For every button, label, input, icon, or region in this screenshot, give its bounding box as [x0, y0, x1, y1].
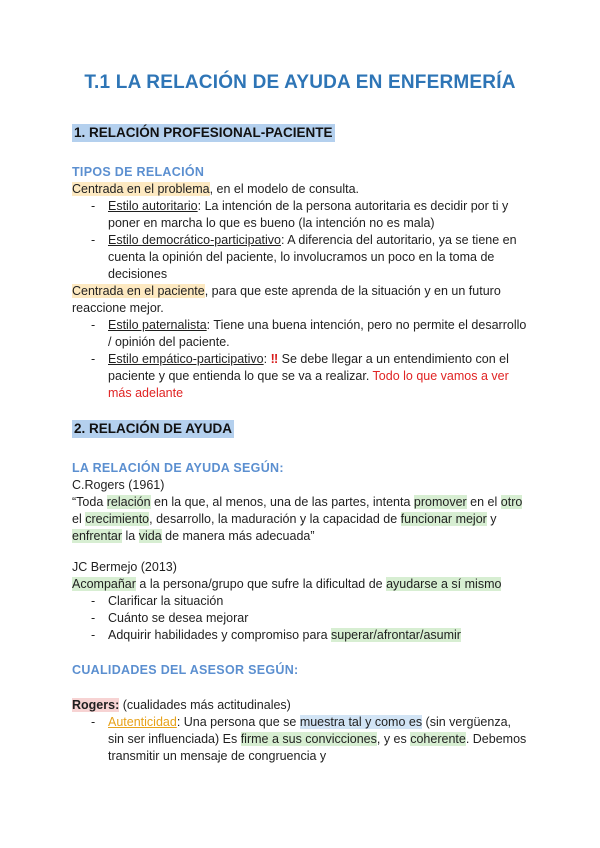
paragraph-rogers-text: (cualidades más actitudinales) [119, 698, 291, 712]
term-empatico: Estilo empático-participativo [108, 352, 264, 366]
quote-text: y [486, 512, 497, 526]
quote-text: en el [466, 495, 501, 509]
relacion-ayuda-subheading: LA RELACIÓN DE AYUDA SEGÚN: [72, 461, 284, 475]
list-paciente [72, 317, 528, 402]
list-item [72, 198, 528, 232]
quote-highlight: vida [138, 529, 162, 543]
term-paternalista: Estilo paternalista [108, 318, 207, 332]
list-item: - Cuánto se desea mejorar [72, 610, 528, 627]
paragraph-acompanar [72, 576, 528, 593]
list-item-text: . Debemos transmitir un mensaje de congruencia y [108, 732, 527, 763]
highlight-superar: superar/afrontar/asumir [331, 628, 461, 642]
quote-text: , desarrollo, la maduración y la capacidad de [149, 512, 401, 526]
quote-highlight: promover [413, 495, 467, 509]
list-item-text: : Tiene una buena intención, pero no permite el desarrollo / opinión del paciente. [108, 318, 527, 349]
page-title: T.1 LA RELACIÓN DE AYUDA EN ENFERMERÍA [84, 72, 516, 93]
quote-highlight: crecimiento [85, 512, 150, 526]
list-bermejo [72, 593, 528, 644]
term-autenticidad: Autenticidad [108, 715, 177, 729]
highlight-ayudarse: ayudarse a sí mismo [386, 577, 502, 591]
list-item [72, 714, 528, 765]
section-2-heading-wrap [72, 420, 528, 438]
list-item-text: Adquirir habilidades y compromiso para [108, 628, 332, 642]
list-item [72, 317, 528, 351]
paragraph-rogers [72, 697, 528, 714]
quote-text: de manera más adecuada” [161, 529, 315, 543]
quote-highlight: funcionar mejor [400, 512, 487, 526]
author-rogers: C.Rogers (1961) [72, 478, 165, 492]
list-item-text: : La intención de la persona autoritaria es decidir por ti y poner en marcha lo que es bueno (la intención no es mala) [108, 199, 509, 230]
highlight-muestra: muestra tal y como es [299, 715, 423, 729]
list-item [72, 627, 528, 644]
colon-text: : [263, 352, 271, 366]
highlight-acompanar: Acompañar [72, 577, 136, 591]
paragraph-problema-text: , en el modelo de consulta. [209, 182, 359, 196]
rogers-quote [72, 494, 528, 545]
section-2-heading: 2. RELACIÓN DE AYUDA [74, 421, 233, 436]
quote-text: la [122, 529, 139, 543]
highlight-firme: firme a sus convicciones [240, 732, 377, 746]
red-note: Todo lo que vamos a ver más adelante [108, 369, 509, 400]
list-item-text: : Una persona que se [176, 715, 300, 729]
list-item-text: , y es [376, 732, 411, 746]
quote-highlight: otro [500, 495, 523, 509]
paragraph-problema [72, 181, 528, 198]
list-item-text: (sin vergüenza, sin ser influenciada) Es [108, 715, 512, 746]
section-1-heading-wrap [72, 124, 528, 142]
quote-text: “Toda [72, 495, 107, 509]
list-item: - Clarificar la situación [72, 593, 528, 610]
paragraph-paciente [72, 283, 528, 317]
list-item-text: : A diferencia del autoritario, ya se tiene en cuenta la opinión del paciente, lo involucramos un poco en la toma de decisiones [108, 233, 517, 281]
quote-highlight: relación [106, 495, 151, 509]
highlight-rogers: Rogers: [72, 698, 120, 712]
term-autoritario: Estilo autoritario [108, 199, 198, 213]
list-problema [72, 198, 528, 283]
quote-text: el [72, 512, 86, 526]
list-item-text: Se debe llegar a un entendimiento con el paciente y que entienda lo que se va a realizar. [108, 352, 509, 383]
double-exclamation-icon: ‼ [270, 352, 279, 366]
cualidades-subheading: CUALIDADES DEL ASESOR SEGÚN: [72, 663, 299, 677]
highlight-paciente: Centrada en el paciente [72, 284, 205, 298]
list-rogers [72, 714, 528, 765]
highlight-coherente: coherente [410, 732, 466, 746]
quote-highlight: enfrentar [72, 529, 123, 543]
section-1-heading: 1. RELACIÓN PROFESIONAL-PACIENTE [74, 125, 333, 140]
highlight-problema: Centrada en el problema [72, 182, 210, 196]
quote-text: en la que, al menos, una de las partes, intenta [150, 495, 414, 509]
paragraph-paciente-text: , para que este aprenda de la situación y en un futuro reaccione mejor. [72, 284, 501, 315]
tipos-relacion-subheading: TIPOS DE RELACIÓN [72, 165, 205, 179]
list-item [72, 351, 528, 402]
term-democratico: Estilo democrático-participativo [108, 233, 281, 247]
author-bermejo: JC Bermejo (2013) [72, 560, 177, 574]
paragraph-acompanar-text: a la persona/grupo que sufre la dificultad de [135, 577, 387, 591]
list-item [72, 232, 528, 283]
